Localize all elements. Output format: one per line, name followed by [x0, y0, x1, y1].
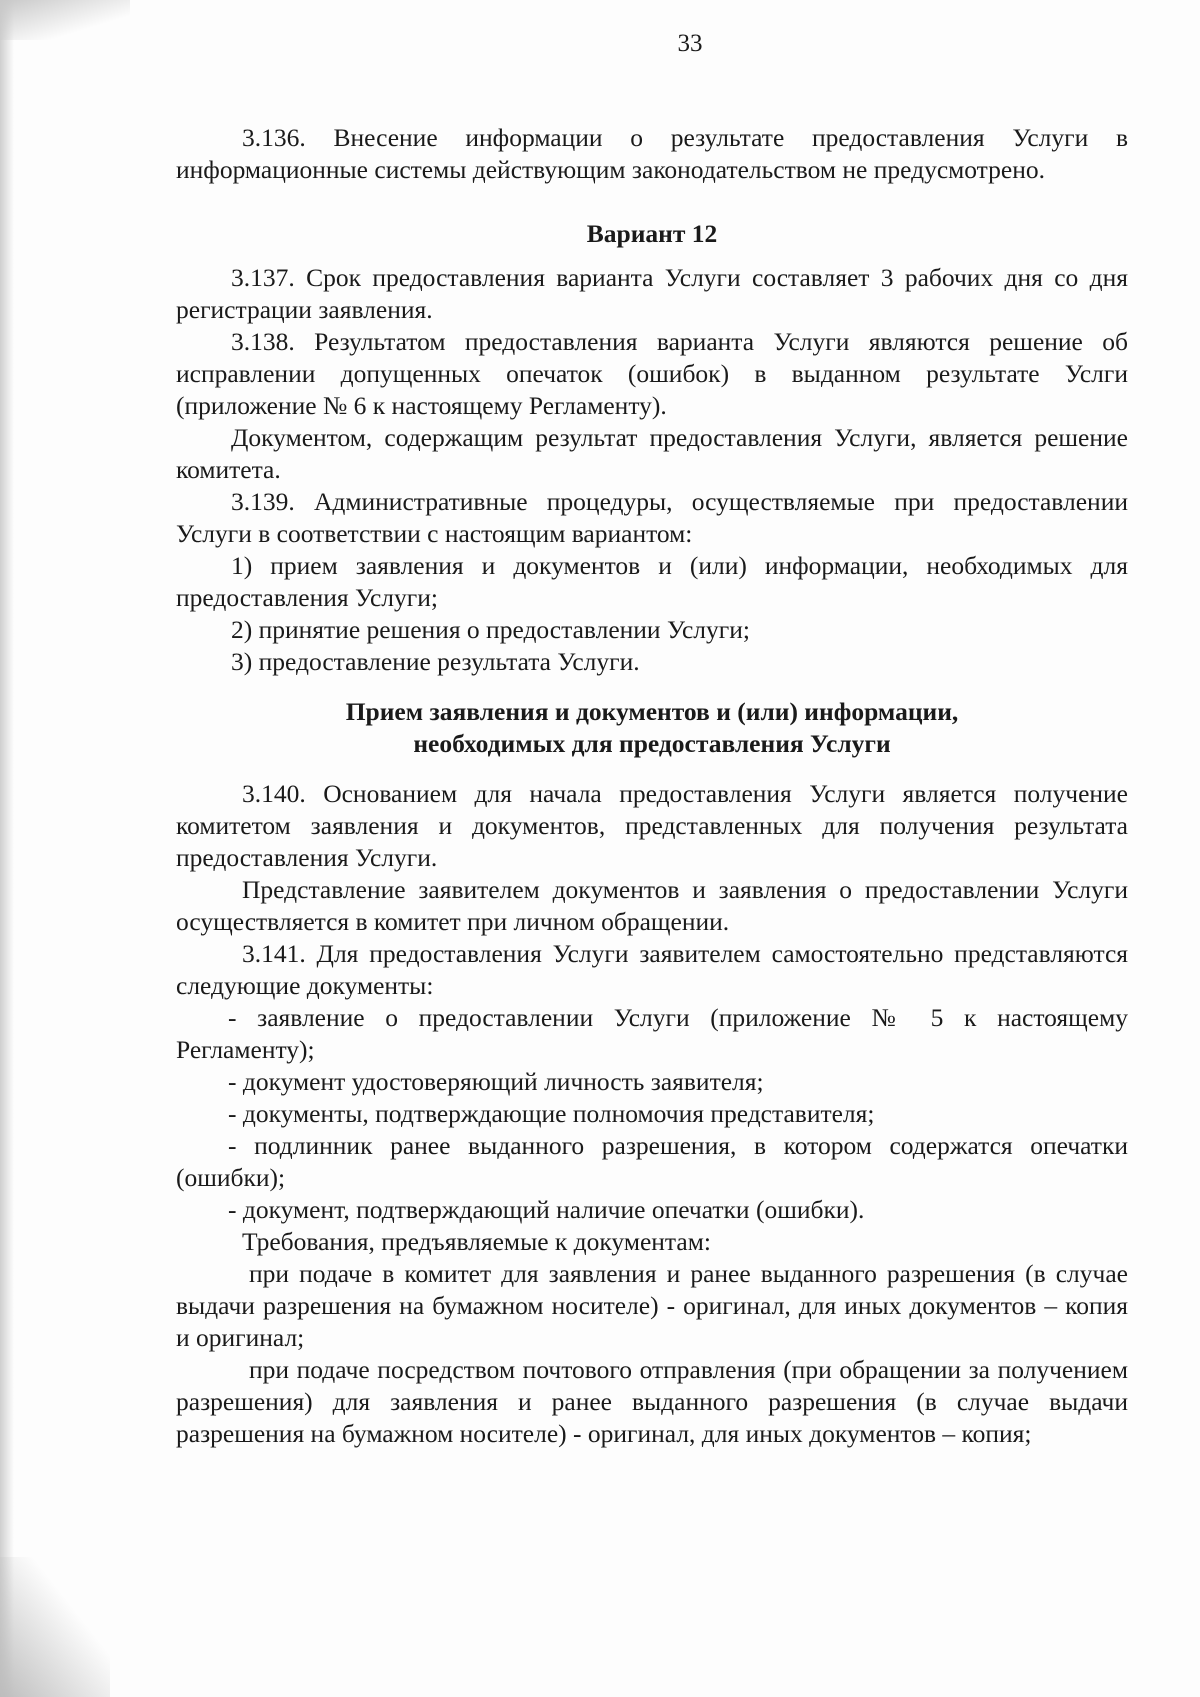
paragraph-3-137: 3.137. Срок предоставления варианта Услуги составляет 3 рабочих дня со дня регистрации заявления. [176, 263, 1128, 324]
procedure-item-2: 2) принятие решения о предоставлении Услуги; [231, 615, 750, 644]
document-body [176, 122, 1128, 1450]
scan-shadow-left [0, 0, 14, 1697]
procedure-item-1: 1) прием заявления и документов и (или) информации, необходимых для предоставления Услуги; [176, 551, 1128, 612]
section-heading-line-2: необходимых для предоставления Услуги [413, 729, 891, 758]
paragraph-3-138: 3.138. Результатом предоставления варианта Услуги являются решение об исправлении допущенных опечаток (ошибок) в выданном результате Услги (приложение № 6 к настоящему Регламенту). [176, 327, 1128, 420]
scan-shadow-bottom-left [0, 1557, 110, 1697]
variant-heading: Вариант 12 [586, 219, 718, 248]
document-list-item: - документы, подтверждающие полномочия представителя; [228, 1099, 875, 1128]
procedure-item-3: 3) предоставление результата Услуги. [231, 647, 640, 676]
requirement-item: при подаче в комитет для заявления и ранее выданного разрешения (в случае выдачи разрешения на бумажном носителе) - оригинал, для иных документов – копия и оригинал; [176, 1259, 1128, 1352]
document-list-item: - подлинник ранее выданного разрешения, в котором содержатся опечатки (ошибки); [176, 1131, 1128, 1192]
paragraph-3-139: 3.139. Административные процедуры, осуществляемые при предоставлении Услуги в соответствии с настоящим вариантом: [176, 487, 1128, 548]
document-list-item: - документ, подтверждающий наличие опечатки (ошибки). [228, 1195, 865, 1224]
document-list-item: - документ удостоверяющий личность заявителя; [228, 1067, 764, 1096]
document-list-item: - заявление о предоставлении Услуги (приложение № 5 к настоящему Регламенту); [176, 1003, 1128, 1064]
paragraph-3-136: 3.136. Внесение информации о результате предоставления Услуги в информационные системы действующим законодательством не предусмотрено. [176, 123, 1128, 184]
paragraph-3-141: 3.141. Для предоставления Услуги заявителем самостоятельно представляются следующие документы: [176, 939, 1128, 1000]
paragraph-3-140: 3.140. Основанием для начала предоставления Услуги является получение комитетом заявления и документов, представленных для получения результата предоставления Услуги. [176, 779, 1128, 872]
page-number: 33 [677, 30, 703, 57]
section-heading-line-1: Прием заявления и документов и (или) информации, [345, 697, 959, 726]
paragraph-submission: Представление заявителем документов и заявления о предоставлении Услуги осуществляется в комитет при личном обращении. [176, 875, 1128, 936]
requirements-heading: Требования, предъявляемые к документам: [242, 1227, 711, 1256]
requirement-item: при подаче посредством почтового отправления (при обращении за получением разрешения) для заявления и ранее выданного разрешения (в случае выдачи разрешения на бумажном носителе) - оригинал, для иных документов – копия; [176, 1355, 1128, 1448]
paragraph-document-result: Документом, содержащим результат предоставления Услуги, является решение комитета. [176, 423, 1128, 484]
